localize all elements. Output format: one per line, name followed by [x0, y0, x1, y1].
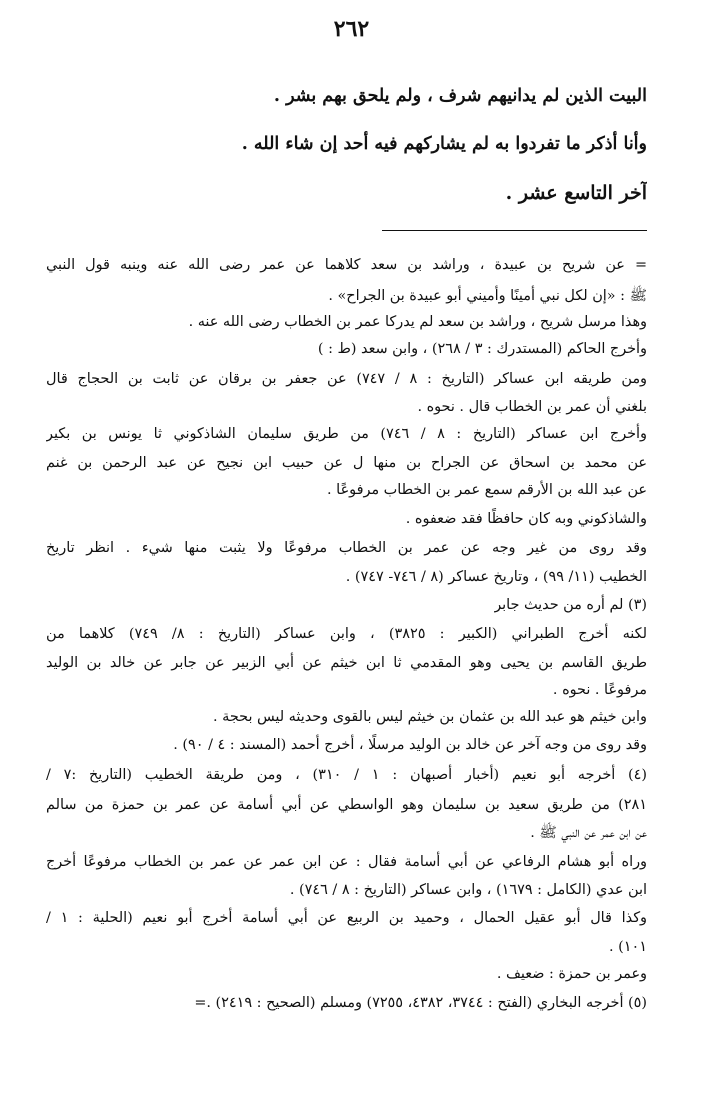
- footnote-line: والشاذكوني وبه كان حافظًا فقد ضعفوه .: [405, 511, 647, 527]
- footnote-line: بلغني أن عمر بن الخطاب قال . نحوه .: [417, 399, 647, 415]
- footnote-line: عن عبد الله بن الأرقم سمع عمر بن الخطاب مرفوعًا .: [327, 482, 647, 498]
- footnote-line: (٣) لم أره من حديث جابر: [494, 597, 647, 613]
- footnote-line: = عن شريح بن عبيدة ، وراشد بن سعد كلاهما عن عمر رضى الله عنه وينبه قول النبي: [46, 257, 647, 273]
- footnote-line: طريق القاسم بن يحيى وهو المقدمي ثا ابن خيثم عن أبي الزبير عن جابر عن خالد بن الوليد: [46, 655, 647, 671]
- footnote-line: وابن خيثم هو عبد الله بن عثمان بن خيثم ليس بالقوى وحديثه ليس بحجة .: [213, 709, 647, 725]
- main-text-line: وأنا أذكر ما تفردوا به لم يشاركهم فيه أحد إن شاء الله .: [241, 134, 647, 154]
- footnote-line: وأخرج الحاكم (المستدرك : ٣ / ٢٦٨) ، وابن سعد (ط : ): [317, 341, 647, 357]
- footnote-line: (٤) أخرجه أبو نعيم (أخبار أصبهان : ١ / ٣١٠) ، ومن طريقة الخطيب (التاريخ :٧ /: [46, 767, 647, 783]
- footnote-line: (٥) أخرجه البخاري (الفتح : ٣٧٤٤، ٤٣٨٢، ٧٢٥٥) ومسلم (الصحيح : ٢٤١٩) .=: [194, 995, 647, 1011]
- footnote-line: وعمر بن حمزة : ضعيف .: [496, 966, 647, 982]
- footnote-line: ٢٨١) من طريق سعيد بن سليمان وهو الواسطي عن أبي أسامة عن عمر بن حمزة من سالم: [46, 797, 647, 813]
- footnote-line: ﷺ : «إن لكل نبي أمينًا وأميني أبو عبيدة بن الجراح» .: [328, 288, 647, 304]
- footnote-line: عن ابن عمر عن النبي ﷺ .: [530, 825, 647, 841]
- footnote-line: عن محمد بن اسحاق عن الجراح بن منها ل عن حبيب ابن نجيح عن عبد الرحمن بن غنم: [46, 455, 647, 471]
- section-end-heading: آخر التاسع عشر .: [505, 182, 647, 204]
- footnote-line: الخطيب (١١/ ٩٩) ، وتاريخ عساكر (٨ / ٧٤٦- ٧٤٧) .: [345, 569, 647, 585]
- footnote-line: ابن عدي (الكامل : ١٦٧٩) ، وابن عساكر (التاريخ : ٨ / ٧٤٦) .: [289, 882, 647, 898]
- footnote-line: وقد روى من وجه آخر عن خالد بن الوليد مرسلًا ، أخرج أحمد (المسند : ٤ / ٩٠) .: [173, 737, 647, 753]
- footnote-line: وأخرج ابن عساكر (التاريخ : ٨ / ٧٤٦) من طريق سليمان الشاذكوني ثا يونس بن بكير: [46, 426, 647, 442]
- footnote-line: مرفوعًا . نحوه .: [552, 682, 647, 698]
- footnote-line: وهذا مرسل شريح ، وراشد بن سعد لم يدركا عمر بن الخطاب رضى الله عنه .: [188, 314, 647, 330]
- page-number: ٢٦٢: [333, 16, 370, 42]
- footnote-line: لكنه أخرج الطبراني (الكبير : ٣٨٢٥) ، وابن عساكر (التاريخ : ٨/ ٧٤٩) كلاهما من: [46, 626, 647, 642]
- footnote-line: وراه أبو هشام الرفاعي عن أبي أسامة فقال : عن ابن عمر عن عمر بن الخطاب مرفوعًا أخرج: [46, 854, 647, 870]
- footnote-separator: [382, 230, 647, 231]
- footnote-line: وقد روى من غير وجه عن عمر بن الخطاب مرفوعًا ولا يثبت منها شيء . انظر تاريخ: [46, 540, 647, 556]
- footnote-line: ومن طريقه ابن عساكر (التاريخ : ٨ / ٧٤٧) عن جعفر بن برقان عن ثابت بن الحجاج قال: [46, 371, 647, 387]
- footnote-line: وكذا قال أبو عقيل الحمال ، وحميد بن الربيع عن أبي أسامة أخرج أبو نعيم (الحلية : ١ /: [46, 910, 647, 926]
- footnote-line: ١٠١) .: [609, 939, 647, 955]
- main-text-line: البيت الذين لم يدانيهم شرف ، ولم يلحق بهم بشر .: [273, 86, 647, 106]
